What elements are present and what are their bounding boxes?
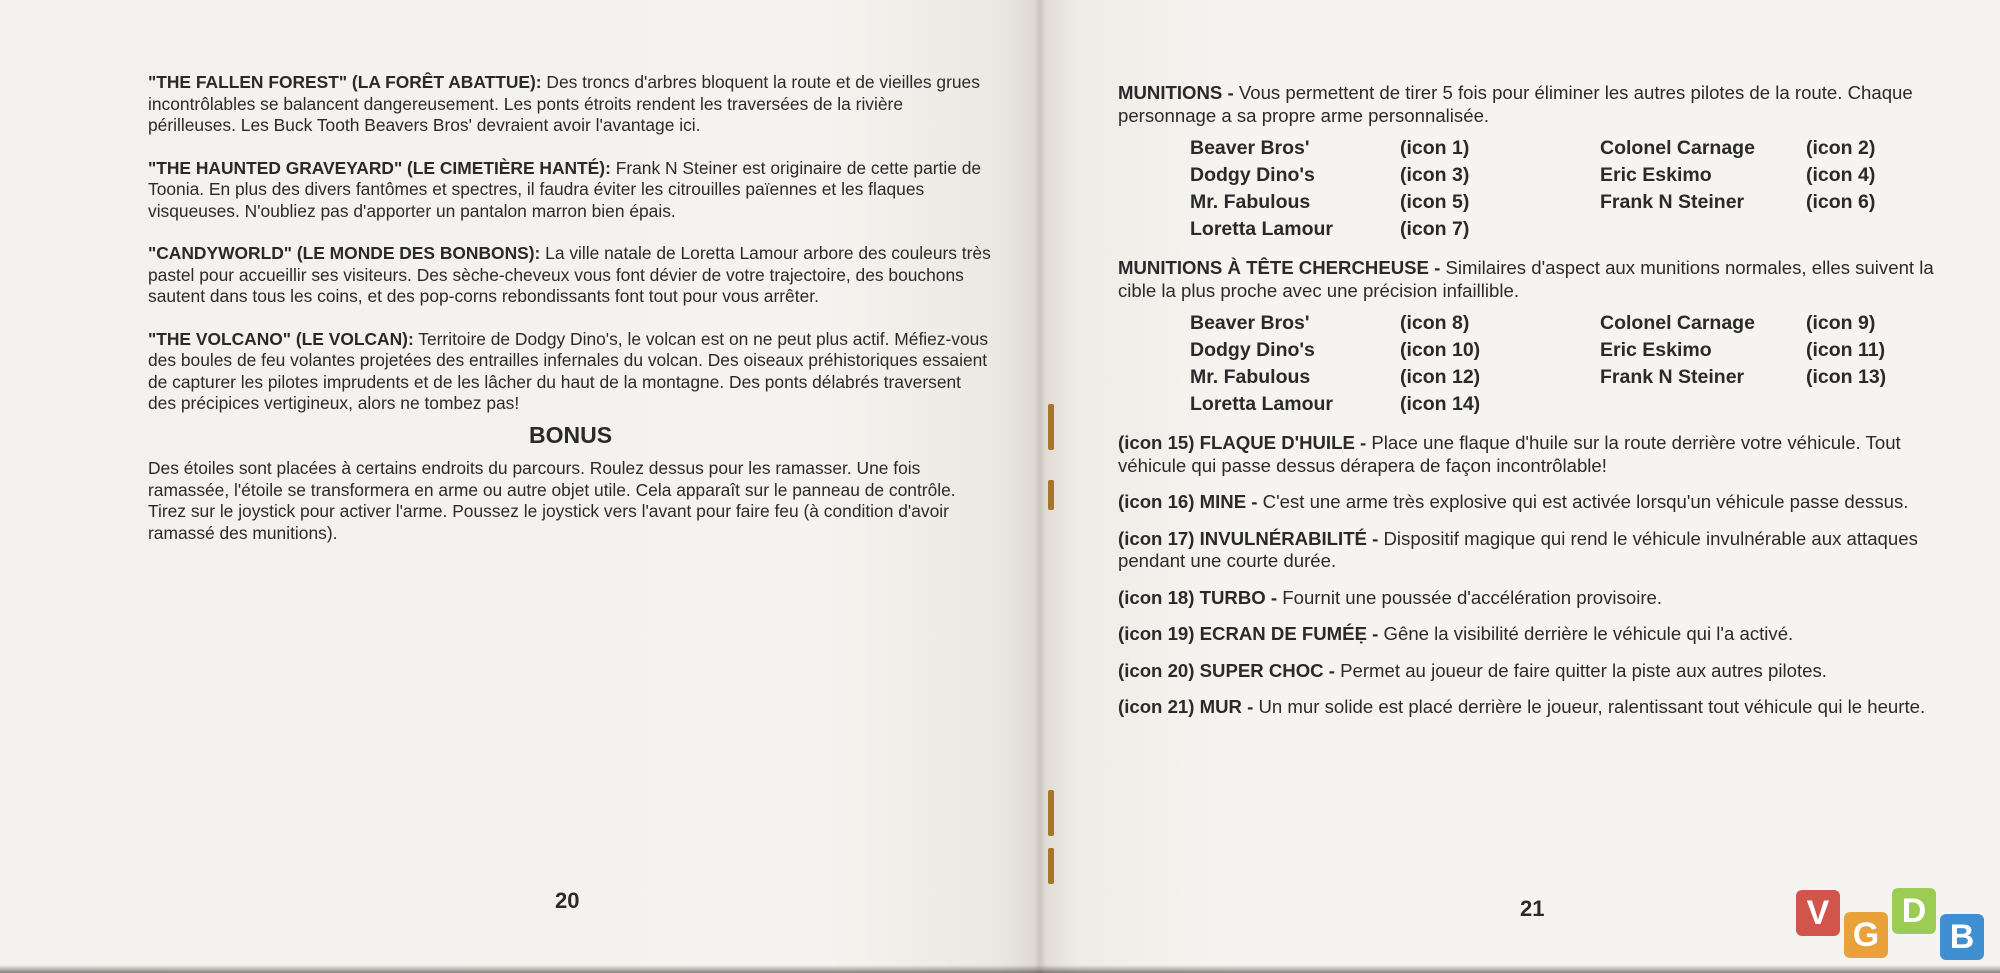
section-title: MUNITIONS À TÊTE CHERCHEUSE - (1118, 257, 1441, 278)
character-name: Dodgy Dino's (1190, 339, 1315, 361)
left-page-text (148, 72, 993, 565)
character-name: Colonel Carnage (1600, 312, 1755, 334)
icon-ref (1806, 391, 1906, 418)
character-name (1600, 391, 1806, 418)
item-text: Place une flaque d'huile sur la route derrière votre véhicule. Tout véhicule qui passe dessus dérapera de façon incontrôlable! (1118, 432, 1901, 476)
section-text: Similaires d'aspect aux munitions normales, elles suivent la cible la plus proche avec une précision infaillible. (1118, 257, 1934, 301)
item-mine (1118, 491, 1958, 514)
item-text: C'est une arme très explosive qui est activée lorsqu'un véhicule passe dessus. (1257, 491, 1909, 512)
character-name: Frank N Steiner (1600, 191, 1745, 213)
item-title: (icon 15) FLAQUE D'HUILE - (1118, 432, 1367, 453)
spine-stitch (1048, 790, 1054, 836)
logo-letter-g: G (1844, 912, 1888, 958)
icon-ref: (icon 12) (1400, 366, 1481, 388)
icon-ref: (icon 6) (1806, 191, 1876, 213)
character-name: Loretta Lamour (1190, 393, 1334, 415)
icon-ref: (icon 13) (1806, 366, 1887, 388)
icon-ref: (icon 7) (1400, 218, 1470, 240)
right-page-text (1118, 82, 1958, 733)
paragraph-text: La ville natale de Loretta Lamour arbore des couleurs très pastel pour accueillir ses visiteurs. Des sèche-cheveux vous font dévier de votre trajectoire, des bouchons sautent dans tous les coins, et des pop-corns rebondissants font tout pour vous arrêter. (148, 243, 991, 306)
item-text: Gêne la visibilité derrière le véhicule qui l'a activé. (1378, 623, 1794, 644)
item-text: Fournit une poussée d'accélération provisoire. (1277, 586, 1663, 608)
item-text: Un mur solide est placé derrière le joueur, ralentissant tout véhicule qui le heurte. (1253, 696, 1926, 717)
character-name: Dodgy Dino's (1190, 164, 1315, 186)
paragraph-title: "THE FALLEN FOREST" (LA FORÊT ABATTUE): (148, 72, 542, 92)
character-name: Eric Eskimo (1600, 164, 1712, 186)
bonus-heading: BONUS (528, 421, 613, 448)
homing-icon-table (1190, 310, 1958, 418)
section-title: MUNITIONS - (1118, 82, 1234, 103)
bonus-paragraph: Des étoiles sont placées à certains endroits du parcours. Roulez dessus pour les ramasser. Une fois ramassée, l'étoile se transformera en arme ou autre objet utile. Cela apparaît sur le panneau de contrôle. Tirez sur le joystick pour activer l'arme. Poussez le joystick vers l'avant pour faire feu (à condition d'avoir ramassé des munitions). (148, 458, 956, 543)
paragraph-title: "THE VOLCANO" (LE VOLCAN): (148, 328, 414, 349)
item-wall (1118, 696, 1958, 719)
paragraph-text: Frank N Steiner est originaire de cette partie de Toonia. En plus des divers fantômes et spectres, il faudra éviter les citrouilles païennes et les flaques visqueuses. N'oubliez pas d'apporter un pantalon marron bien épais. (148, 157, 982, 221)
item-title: (icon 21) MUR - (1118, 696, 1254, 717)
icon-ref: (icon 11) (1806, 339, 1886, 361)
item-title: (icon 19) ECRAN DE FUMÉẸ - (1118, 623, 1379, 644)
spine-stitch (1048, 404, 1054, 450)
paragraph-title: "CANDYWORLD" (LE MONDE DES BONBONS): (148, 243, 541, 263)
icon-ref: (icon 1) (1400, 137, 1470, 159)
character-name: Beaver Bros' (1190, 312, 1310, 334)
character-name (1600, 216, 1806, 243)
page-bottom-shadow (0, 965, 2000, 973)
item-title: (icon 16) MINE - (1118, 491, 1258, 512)
item-smoke-screen (1118, 623, 1958, 646)
item-title: (icon 20) SUPER CHOC - (1118, 659, 1335, 681)
item-invulnerability (1118, 528, 1958, 573)
logo-letter-d: D (1892, 888, 1936, 934)
character-name: Loretta Lamour (1190, 218, 1334, 240)
icon-ref: (icon 5) (1400, 191, 1470, 213)
spine-stitch (1048, 848, 1054, 884)
paragraph-fallen-forest (148, 72, 993, 137)
item-super-shock (1118, 660, 1958, 683)
item-title: (icon 17) INVULNÉRABILITÉ - (1118, 527, 1379, 549)
paragraph-haunted-graveyard (148, 158, 993, 223)
paragraph-candyworld (148, 243, 993, 308)
icon-ref: (icon 10) (1400, 339, 1481, 361)
book-spine (1034, 0, 1046, 973)
icon-ref: (icon 4) (1806, 164, 1876, 186)
icon-ref: (icon 2) (1806, 137, 1876, 159)
page-number-left: 20 (555, 888, 580, 913)
page-number-right: 21 (1520, 896, 1545, 921)
paragraph-text: Territoire de Dodgy Dino's, le volcan est on ne peut plus actif. Méfiez-vous des boules de feu volantes projetées des entrailles infernales du volcan. Des oiseaux préhistoriques essaient de capturer les pilotes imprudents et de les lâcher du haut de la montagne. Des ponts délabrés traversent des précipices vertigineux, alors ne tombez pas! (148, 328, 989, 413)
munitions-icon-table (1190, 135, 1958, 243)
character-name: Mr. Fabulous (1190, 191, 1311, 213)
logo-letter-v: V (1796, 890, 1840, 936)
homing-description (1118, 257, 1958, 302)
paragraph-volcano (148, 329, 993, 415)
spine-stitch (1048, 480, 1054, 510)
item-text: Dispositif magique qui rend le véhicule invulnérable aux attaques pendant une courte durée. (1118, 527, 1918, 571)
item-title: (icon 18) TURBO - (1118, 586, 1278, 608)
icon-ref: (icon 8) (1400, 312, 1470, 334)
icon-ref: (icon 14) (1400, 393, 1481, 415)
paragraph-title: "THE HAUNTED GRAVEYARD" (LE CIMETIÈRE HANTÉ): (148, 157, 611, 178)
logo-letter-b: B (1940, 914, 1984, 960)
paragraph-text: Des troncs d'arbres bloquent la route et de vieilles grues incontrôlables se balancent dangereusement. Les ponts étroits rendent les traversées de la rivière périlleuses. Les Buck Tooth Beavers Bros' devraient avoir l'avantage ici. (148, 72, 980, 135)
character-name: Frank N Steiner (1600, 366, 1745, 388)
icon-ref: (icon 3) (1400, 164, 1470, 186)
character-name: Mr. Fabulous (1190, 366, 1311, 388)
character-name: Beaver Bros' (1190, 137, 1310, 159)
munitions-description (1118, 82, 1958, 127)
character-name: Colonel Carnage (1600, 137, 1755, 159)
icon-ref (1806, 216, 1906, 243)
vgdb-logo (1796, 886, 1996, 968)
section-text: Vous permettent de tirer 5 fois pour éliminer les autres pilotes de la route. Chaque personnage a sa propre arme personnalisée. (1118, 82, 1913, 126)
item-turbo (1118, 587, 1958, 610)
item-text: Permet au joueur de faire quitter la piste aux autres pilotes. (1334, 659, 1827, 681)
item-oil-slick (1118, 432, 1958, 477)
character-name: Eric Eskimo (1600, 339, 1712, 361)
icon-ref: (icon 9) (1806, 312, 1876, 334)
